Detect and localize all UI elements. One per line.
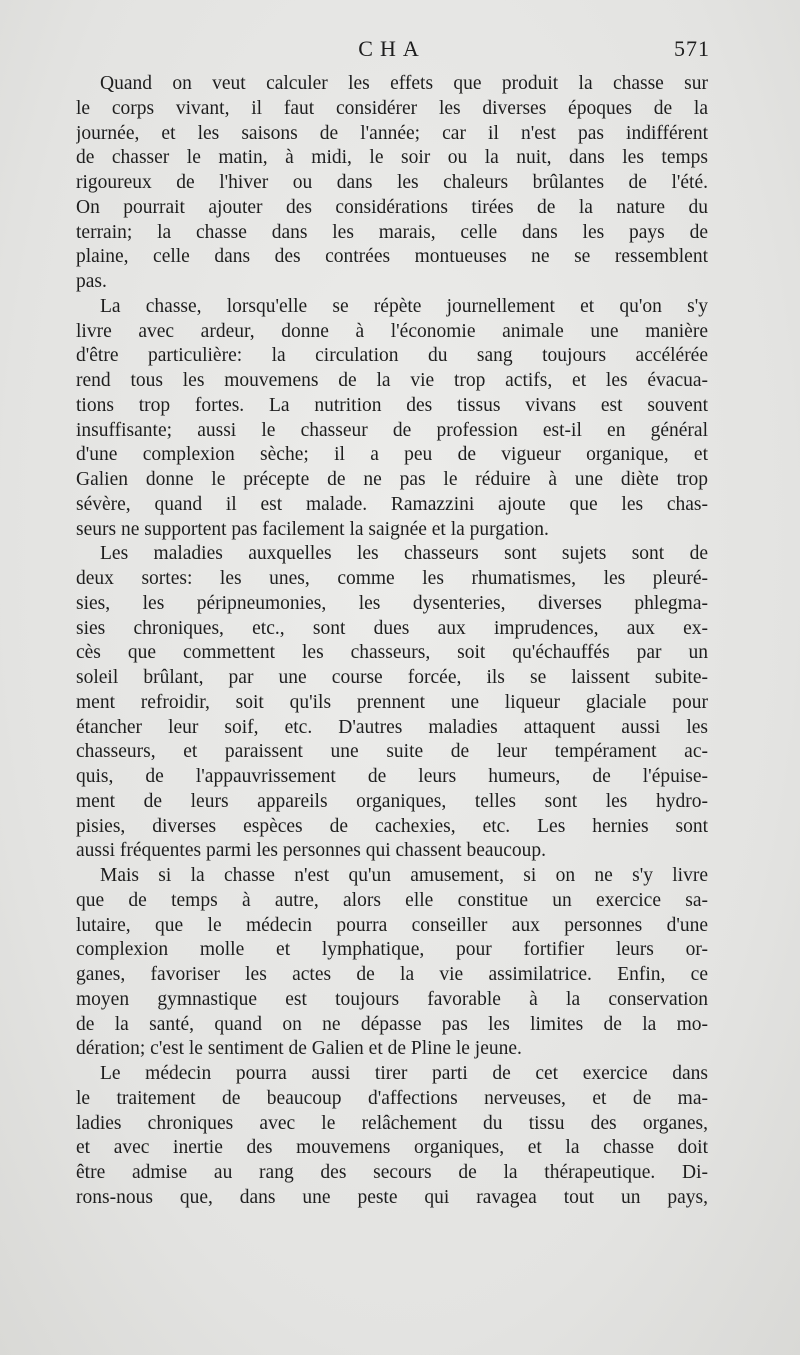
text-line: de la santé, quand on ne dépasse pas les limites de la mo- bbox=[76, 1013, 708, 1035]
text-line: chasseurs, et paraissent une suite de leur tempérament ac- bbox=[76, 741, 708, 763]
text-line: sévère, quand il est malade. Ramazzini ajoute que les chas- bbox=[76, 493, 708, 515]
text-line: ment de leurs appareils organiques, telles sont les hydro- bbox=[76, 790, 708, 812]
text-line: deux sortes: les unes, comme les rhumatismes, les pleuré- bbox=[76, 568, 708, 589]
running-head-title: CHA bbox=[358, 36, 426, 61]
text-line: pisies, diverses espèces de cachexies, etc. Les hernies sont bbox=[76, 815, 708, 837]
text-line: que de temps à autre, alors elle constitue un exercice sa- bbox=[76, 889, 708, 911]
text-line: lutaire, que le médecin pourra conseiller aux personnes d'une bbox=[76, 914, 708, 936]
text-line: On pourrait ajouter des considérations tirées de la nature du bbox=[76, 196, 708, 218]
text-line: rend tous les mouvemens de la vie trop actifs, et les évacua- bbox=[76, 370, 708, 391]
text-line: et avec inertie des mouvemens organiques, et la chasse doit bbox=[76, 1137, 708, 1159]
text-line: terrain; la chasse dans les marais, celle dans les pays de bbox=[76, 221, 708, 243]
text-line: le corps vivant, il faut considérer les diverses époques de la bbox=[76, 97, 708, 119]
page-number: 571 bbox=[674, 36, 710, 61]
text-line: tions trop fortes. La nutrition des tissus vivans est souvent bbox=[76, 394, 708, 416]
text-line: soleil brûlant, par une course forcée, ils se laissent subite- bbox=[76, 667, 708, 688]
text-line: journée, et les saisons de l'année; car il n'est pas indifférent bbox=[76, 122, 708, 144]
text-line: Les maladies auxquelles les chasseurs sont sujets sont de bbox=[100, 543, 708, 565]
text-line: moyen gymnastique est toujours favorable à la conservation bbox=[76, 988, 708, 1010]
text-line: être admise au rang des secours de la thérapeutique. Di- bbox=[76, 1162, 708, 1183]
text-line: Mais si la chasse n'est qu'un amusement, si on ne s'y livre bbox=[100, 865, 708, 886]
text-line: cès que commettent les chasseurs, soit qu'échauffés par un bbox=[76, 642, 708, 664]
text-line: livre avec ardeur, donne à l'économie animale une manière bbox=[76, 320, 708, 342]
text-line: rons-nous que, dans une peste qui ravagea tout un pays, bbox=[76, 1186, 708, 1208]
text-line: dération; c'est le sentiment de Galien et de Pline le jeune. bbox=[76, 1038, 522, 1060]
text-line: Galien donne le précepte de ne pas le réduire à une diète trop bbox=[76, 469, 708, 490]
text-line: sies chroniques, etc., sont dues aux imprudences, aux ex- bbox=[76, 617, 708, 639]
text-line: de chasser le matin, à midi, le soir ou la nuit, dans les temps bbox=[76, 147, 708, 169]
text-line: ment refroidir, soit qu'ils prennent une liqueur glaciale pour bbox=[76, 691, 708, 713]
text-line: Le médecin pourra aussi tirer parti de cet exercice dans bbox=[100, 1063, 708, 1084]
text-line: le traitement de beaucoup d'affections nerveuses, et de ma- bbox=[76, 1087, 708, 1109]
text-line: complexion molle et lymphatique, pour fortifier leurs or- bbox=[76, 939, 708, 961]
text-line: d'être particulière: la circulation du sang toujours accélérée bbox=[76, 345, 708, 367]
text-line: pas. bbox=[76, 271, 107, 292]
text-line: insuffisante; aussi le chasseur de profession est-il en général bbox=[76, 419, 708, 441]
text-line: ganes, favoriser les actes de la vie assimilatrice. Enfin, ce bbox=[76, 964, 708, 985]
text-line: rigoureux de l'hiver ou dans les chaleurs brûlantes de l'été. bbox=[76, 172, 708, 193]
text-line: La chasse, lorsqu'elle se répète journellement et qu'on s'y bbox=[100, 295, 708, 317]
text-line: plaine, celle dans des contrées montueuses ne se ressemblent bbox=[76, 246, 708, 268]
text-line: seurs ne supportent pas facilement la saignée et la purgation. bbox=[76, 518, 549, 540]
running-head bbox=[76, 36, 708, 68]
text-line: aussi fréquentes parmi les personnes qui chassent beaucoup. bbox=[76, 840, 547, 862]
body-text bbox=[76, 72, 708, 1211]
text-line: d'une complexion sèche; il a peu de vigueur organique, et bbox=[76, 444, 708, 466]
text-line: Quand on veut calculer les effets que produit la chasse sur bbox=[100, 73, 708, 94]
text-line: sies, les péripneumonies, les dysenteries, diverses phlegma- bbox=[76, 592, 708, 614]
text-line: étancher leur soif, etc. D'autres maladies attaquent aussi les bbox=[76, 716, 708, 738]
text-line: quis, de l'appauvrissement de leurs humeurs, de l'épuise- bbox=[76, 766, 708, 787]
text-line: ladies chroniques avec le relâchement du tissu des organes, bbox=[76, 1112, 708, 1134]
